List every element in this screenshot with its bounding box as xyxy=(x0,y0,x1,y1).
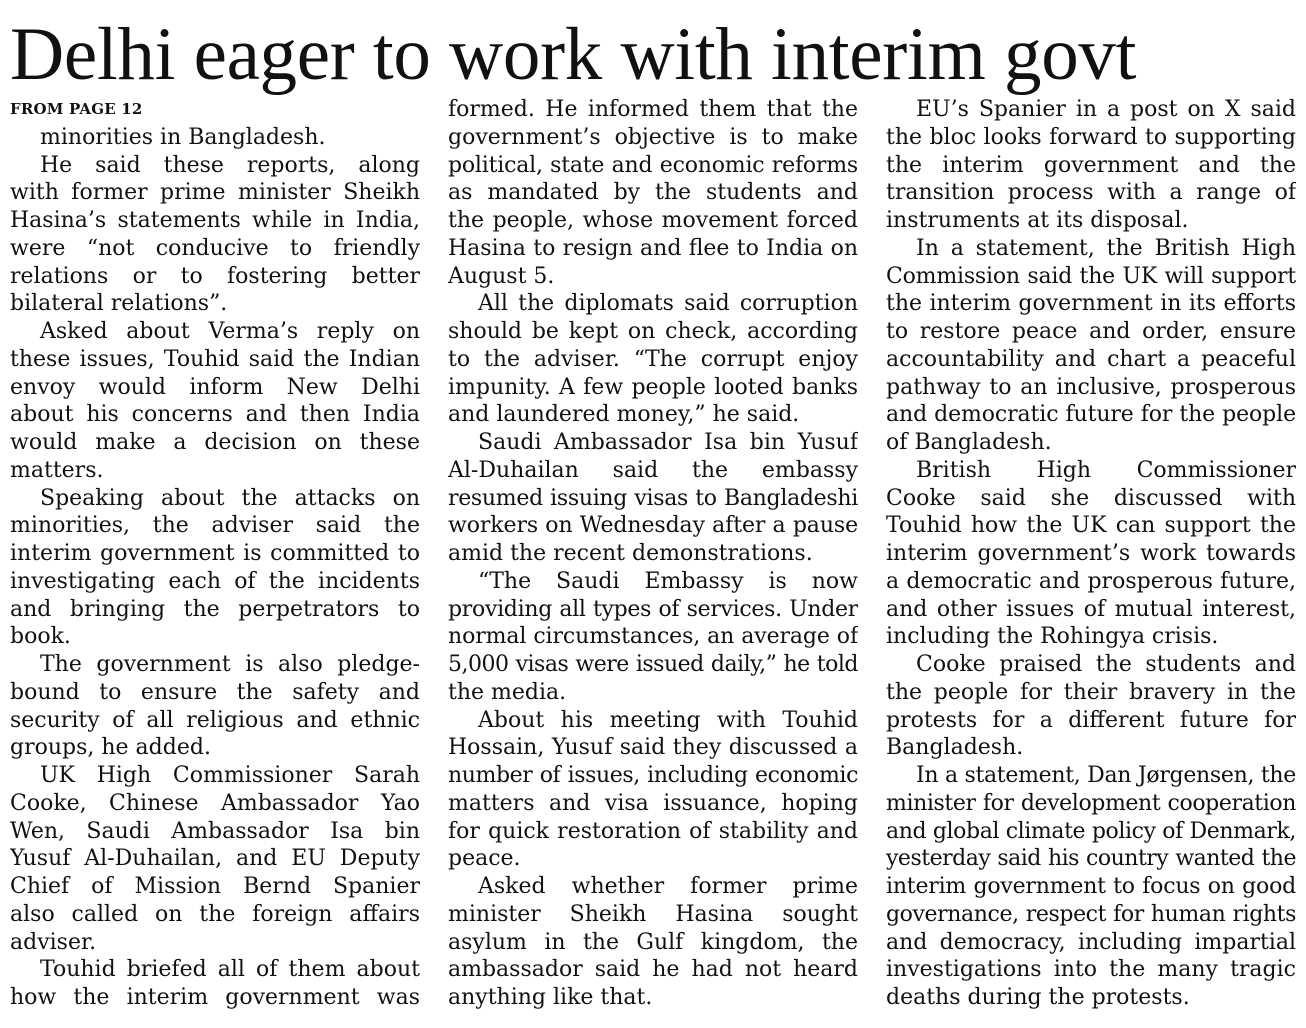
text-line: UK High Commissioner Sarah xyxy=(40,763,420,788)
text-line: Al-Duhailan said the embassy xyxy=(448,457,858,483)
text-line: and other issues of mutual interest, xyxy=(886,596,1296,622)
text-line: impunity. A few people looted banks xyxy=(448,374,858,400)
text-line: minister Sheikh Hasina sought xyxy=(448,901,858,927)
paragraph xyxy=(10,124,420,152)
text-line: normal circumstances, an average of xyxy=(448,624,858,650)
text-line: accountability and chart a peaceful xyxy=(886,346,1296,372)
text-line: deaths during the protests. xyxy=(886,985,1190,1010)
text-line: protests for a different future for xyxy=(886,707,1296,733)
text-line: government’s objective is to make xyxy=(448,124,858,150)
paragraph xyxy=(886,96,1296,235)
article-column-1 xyxy=(10,96,420,1012)
text-line: as mandated by the students and xyxy=(448,180,858,206)
text-line: bound to ensure the safety and xyxy=(10,679,420,705)
text-line: were “not conducive to friendly xyxy=(10,235,420,261)
text-line: bilateral relations”. xyxy=(10,291,228,317)
text-line: about his concerns and then India xyxy=(10,402,420,428)
text-line: minorities, the adviser said the xyxy=(10,513,420,539)
text-line: August 5. xyxy=(448,263,555,289)
text-line: relations or to fostering better xyxy=(10,263,420,289)
text-line: Touhid how the UK can support the xyxy=(886,513,1296,539)
text-line: for quick restoration of stability and xyxy=(448,818,858,844)
text-line: number of issues, including economic xyxy=(448,763,858,788)
text-line: matters and visa issuance, hoping xyxy=(448,790,858,816)
text-line: also called on the foreign affairs xyxy=(10,901,420,927)
text-line: matters. xyxy=(10,457,104,483)
paragraph xyxy=(10,762,420,956)
text-line: Chief of Mission Bernd Spanier xyxy=(10,874,420,899)
text-line: Cooke, Chinese Ambassador Yao xyxy=(10,790,420,816)
paragraph xyxy=(10,485,420,652)
text-line: Asked whether former prime xyxy=(478,874,858,899)
text-line: to the adviser. “The corrupt enjoy xyxy=(448,346,858,372)
text-line: would make a decision on these xyxy=(10,430,420,455)
text-line: the bloc looks forward to supporting xyxy=(886,124,1296,150)
text-line: the people for their bravery in the xyxy=(886,679,1296,705)
text-line: peace. xyxy=(448,846,521,872)
paragraph xyxy=(448,873,858,1012)
text-line: and laundered money,” he said. xyxy=(448,402,800,428)
text-line: these issues, Touhid said the Indian xyxy=(10,346,420,372)
text-line: asylum in the Gulf kingdom, the xyxy=(448,929,858,955)
text-line: workers on Wednesday after a pause xyxy=(448,513,858,539)
text-line: EU’s Spanier in a post on X said xyxy=(916,97,1296,122)
paragraph xyxy=(448,568,858,707)
paragraph xyxy=(886,457,1296,651)
text-line: how the interim government was xyxy=(10,985,420,1010)
text-line: Cooke said she discussed with xyxy=(886,485,1296,511)
text-line: interim government’s work towards xyxy=(886,541,1296,566)
text-line: transition process with a range of xyxy=(886,180,1296,206)
text-line: In a statement, Dan Jørgensen, the xyxy=(916,763,1296,788)
text-line: Wen, Saudi Ambassador Isa bin xyxy=(10,818,420,844)
text-line: pathway to an inclusive, prosperous xyxy=(886,374,1296,400)
article-column-3 xyxy=(886,96,1296,1012)
paragraph xyxy=(10,152,420,319)
text-line: He said these reports, along xyxy=(40,152,420,178)
headline: Delhi eager to work with interim govt xyxy=(10,13,1137,96)
text-line: Hossain, Yusuf said they discussed a xyxy=(448,735,858,761)
text-line: interim government to focus on good xyxy=(886,874,1296,899)
text-line: governance, respect for human rights xyxy=(886,901,1296,927)
paragraph xyxy=(886,651,1296,762)
text-line: with former prime minister Sheikh xyxy=(10,180,420,206)
text-line: and global climate policy of Denmark, xyxy=(886,818,1296,844)
paragraph xyxy=(10,956,420,1012)
text-line: political, state and economic reforms xyxy=(448,152,858,178)
text-line: adviser. xyxy=(10,929,97,955)
paragraph xyxy=(448,96,858,290)
text-line: security of all religious and ethnic xyxy=(10,707,420,733)
paragraph xyxy=(448,290,858,429)
text-line: anything like that. xyxy=(448,985,653,1010)
text-line: In a statement, the British High xyxy=(916,235,1296,261)
text-line: should be kept on check, according xyxy=(448,319,858,344)
paragraph xyxy=(10,651,420,762)
text-line: interim government is committed to xyxy=(10,541,420,566)
paragraph xyxy=(10,318,420,485)
paragraph xyxy=(886,762,1296,1012)
text-line: Bangladesh. xyxy=(886,735,1024,761)
text-line: the interim government and the xyxy=(886,152,1296,178)
text-line: All the diplomats said corruption xyxy=(478,291,858,317)
text-line: 5,000 visas were issued daily,” he told xyxy=(448,652,858,677)
text-line: British High Commissioner xyxy=(916,457,1296,483)
text-line: Cooke praised the students and xyxy=(916,652,1296,677)
text-line: minister for development cooperation xyxy=(886,790,1296,816)
text-line: and democracy, including impartial xyxy=(886,929,1296,955)
text-line: Asked about Verma’s reply on xyxy=(40,319,420,344)
text-line: groups, he added. xyxy=(10,735,211,761)
text-line: including the Rohingya crisis. xyxy=(886,624,1219,650)
text-line: Saudi Ambassador Isa bin Yusuf xyxy=(478,430,858,455)
text-line: envoy would inform New Delhi xyxy=(10,374,420,400)
text-line: Yusuf Al-Duhailan, and EU Deputy xyxy=(10,846,420,872)
text-line: yesterday said his country wanted the xyxy=(886,846,1296,872)
text-line: The government is also pledge- xyxy=(40,652,420,677)
text-line: Commission said the UK will support xyxy=(886,263,1296,289)
text-line: Touhid briefed all of them about xyxy=(40,957,420,983)
paragraph xyxy=(886,235,1296,457)
text-line: “The Saudi Embassy is now xyxy=(478,568,858,594)
text-line: About his meeting with Touhid xyxy=(478,707,858,733)
text-line: of Bangladesh. xyxy=(886,430,1052,455)
text-line: and democratic future for the people xyxy=(886,402,1296,428)
text-line: Hasina’s statements while in India, xyxy=(10,208,420,233)
text-line: book. xyxy=(10,624,71,650)
text-line: formed. He informed them that the xyxy=(448,97,858,122)
text-line: providing all types of services. Under xyxy=(448,596,858,622)
text-line: amid the recent demonstrations. xyxy=(448,541,813,566)
text-line: resumed issuing visas to Bangladeshi xyxy=(448,485,858,511)
article-column-2 xyxy=(448,96,858,1012)
text-line: and bringing the perpetrators to xyxy=(10,596,420,622)
paragraph xyxy=(448,707,858,874)
text-line: the interim government in its efforts xyxy=(886,291,1296,317)
text-line: to restore peace and order, ensure xyxy=(886,319,1296,344)
text-line: investigating each of the incidents xyxy=(10,568,420,594)
text-line: ambassador said he had not heard xyxy=(448,957,858,983)
text-line: Hasina to resign and flee to India on xyxy=(448,235,858,261)
jump-line: FROM PAGE 12 xyxy=(10,100,143,118)
text-line: minorities in Bangladesh. xyxy=(40,124,326,150)
paragraph xyxy=(448,429,858,568)
text-line: Speaking about the attacks on xyxy=(40,485,420,511)
text-line: investigations into the many tragic xyxy=(886,957,1296,983)
text-line: a democratic and prosperous future, xyxy=(886,568,1296,594)
text-line: the people, whose movement forced xyxy=(448,208,858,233)
text-line: instruments at its disposal. xyxy=(886,208,1189,233)
text-line: the media. xyxy=(448,679,567,705)
